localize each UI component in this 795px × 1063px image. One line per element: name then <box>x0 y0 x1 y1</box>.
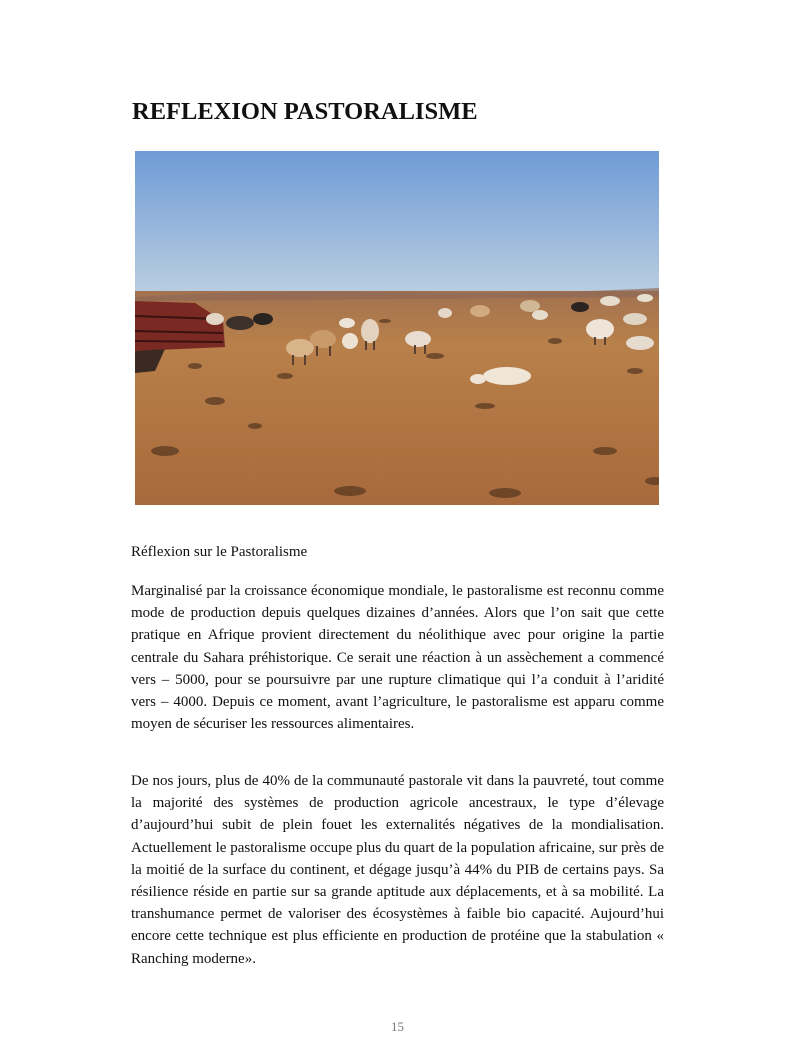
sky <box>135 151 659 293</box>
pastoral-landscape-photo <box>135 151 659 505</box>
paragraph-1: Marginalisé par la croissance économique mondiale, le pastoralisme est reconnu comme mode de production depuis quelques dizaines d’années. Alors que l’on sait que cette pratique en Afrique provient directement du néolithique avec pour origine la partie centrale du Sahara préhistorique. Ce serait une réaction à un assèchement a commencé vers – 5000, pour se poursuivre par une rupture climatique qui l’a conduit à l’aridité vers – 4000. Depuis ce moment, avant l’agriculture, le pastoralisme est apparu comme moyen de sécuriser les ressources alimentaires. <box>131 583 664 733</box>
page-title: REFLEXION PASTORALISME <box>132 98 478 125</box>
paragraph-2: De nos jours, plus de 40% de la communauté pastorale vit dans la pauvreté, tout comme la majorité des systèmes de production agricole ancestraux, le type d’élevage d’aujourd’hui subit de plein fouet les externalités négatives de la mondialisation. Actuellement le pastoralisme occupe plus du quart de la population africaine, sur près de la moitié de la surface du continent, et dégage jusqu’à 44% du PIB de certains pays. Sa résilience réside en partie sur sa grande aptitude aux déplacements, et à sa mobilité. La transhumance permet de valoriser des écosystèmes à faible bio capacité. Aujourd’hui encore cette technique est plus efficiente en production de protéine que la stabulation « Ranching moderne». <box>131 773 664 967</box>
photo-caption: Réflexion sur le Pastoralisme <box>131 544 308 560</box>
page-number: 15 <box>391 1019 404 1034</box>
